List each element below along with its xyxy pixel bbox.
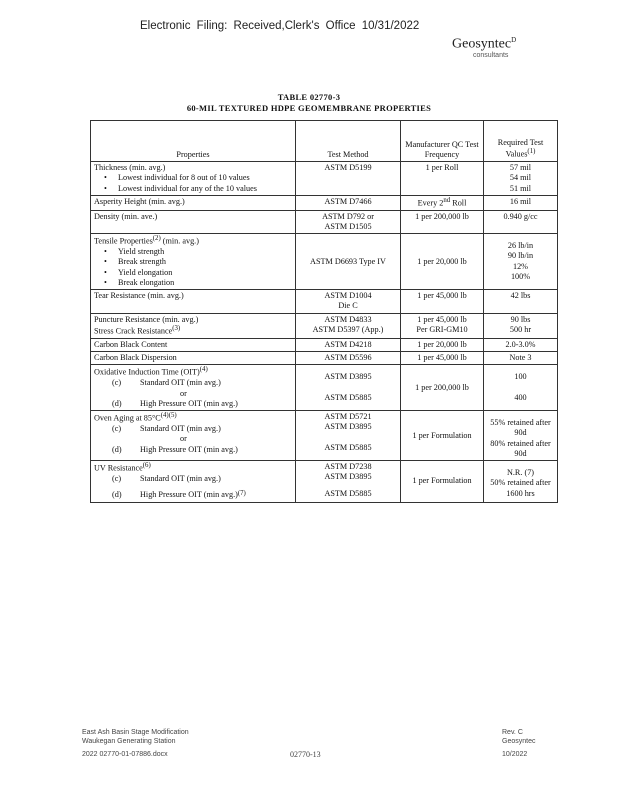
geomembrane-properties-table — [90, 120, 558, 503]
table-row-thickness — [91, 162, 558, 196]
tensile-frequency: 1 per 20,000 lb — [401, 234, 484, 290]
company-logo — [452, 36, 516, 59]
thickness-label: Thickness (min. avg.) — [94, 163, 166, 172]
tensile-label: Tensile Properties$^{(2)}$ (min. avg.) — [94, 235, 199, 246]
header-row — [91, 121, 558, 162]
cbd-value: Note 3 — [484, 352, 558, 365]
oit-frequency: 1 per 200,000 lb — [401, 365, 484, 411]
cbc-frequency: 1 per 20,000 lb — [401, 338, 484, 351]
header-required-values: Required Test Values$^{(1)}$ — [484, 121, 558, 162]
thickness-property — [91, 162, 296, 196]
density-frequency: 1 per 200,000 lb — [401, 210, 484, 234]
table-row-asperity — [91, 195, 558, 210]
tensile-item: • Break strength — [118, 257, 292, 267]
asperity-value: 16 mil — [484, 195, 558, 210]
thickness-values: 57 mil 54 mil 51 mil — [484, 162, 558, 196]
puncture-frequency: 1 per 45,000 lb Per GRI-GM10 — [401, 313, 484, 338]
oven-values: 55% retained after 90d 80% retained after 90d — [484, 411, 558, 461]
table-title — [0, 92, 618, 113]
tear-property: Tear Resistance (min. avg.) — [91, 290, 296, 314]
tensile-item: • Yield elongation — [118, 268, 292, 278]
logo-subtitle: consultants — [473, 51, 509, 59]
table-row-oven-aging — [91, 411, 558, 461]
table-row-oit — [91, 365, 558, 411]
tensile-method: ASTM D6693 Type IV — [296, 234, 401, 290]
table-row-uv-resistance — [91, 461, 558, 502]
tear-method: ASTM D1004 Die C — [296, 290, 401, 314]
header-properties: Properties — [91, 121, 296, 162]
oit-method: ASTM D3895 ASTM D5885 — [296, 365, 401, 411]
table-heading: 60-MIL TEXTURED HDPE GEOMEMBRANE PROPERTIES — [186, 103, 432, 113]
puncture-value: 90 lbs 500 hr — [484, 313, 558, 338]
oit-values: 100 400 — [484, 365, 558, 411]
electronic-filing-stamp: Electronic Filing: Received,Clerk's Office 10/31/2022 — [140, 20, 420, 32]
header-frequency: Manufacturer QC Test Frequency — [401, 121, 484, 162]
table-row-carbon-black-content — [91, 338, 558, 351]
uv-frequency: 1 per Formulation — [401, 461, 484, 502]
asperity-property: Asperity Height (min. avg.) — [91, 195, 296, 210]
puncture-property: Puncture Resistance (min. avg.) Stress Crack Resistance$^{(3)}$ — [91, 313, 296, 338]
thickness-bullet-2: • Lowest individual for any of the 10 values — [118, 184, 292, 194]
table-row-tensile — [91, 234, 558, 290]
oven-method: ASTM D5721 ASTM D3895 ASTM D5885 — [296, 411, 401, 461]
oven-property: Oven Aging at $85^\circ C^{(4)(5)}$ (c) Standard OIT (min avg.) or (d) High Pressure OIT (min avg.) — [91, 411, 296, 461]
table-number: TABLE 02770-3 — [277, 92, 341, 102]
uv-property: UV Resistance$^{(6)}$ (c) Standard OIT (min avg.) (d) High Pressure OIT (min avg.) (7) — [91, 461, 296, 502]
thickness-frequency: 1 per Roll — [401, 162, 484, 196]
cbd-property: Carbon Black Dispersion — [91, 352, 296, 365]
tensile-values: 26 lb/in 90 lb/in 12% 100% — [484, 234, 558, 290]
tensile-item: • Yield strength — [118, 247, 292, 257]
asperity-frequency: Every 2nd Roll — [401, 195, 484, 210]
tear-value: 42 lbs — [484, 290, 558, 314]
footer-right: Rev. C Geosyntec 10/2022 — [502, 729, 536, 758]
density-property: Density (min. ave.) — [91, 210, 296, 234]
uv-values: N.R. (7) 50% retained after 1600 hrs — [484, 461, 558, 502]
puncture-method: ASTM D4833 ASTM D5397 (App.) — [296, 313, 401, 338]
tensile-property — [91, 234, 296, 290]
table-row-density — [91, 210, 558, 234]
page-footer — [82, 728, 536, 759]
cbd-frequency: 1 per 45,000 lb — [401, 352, 484, 365]
header-test-method: Test Method — [296, 121, 401, 162]
oit-property: Oxidative Induction Time (OIT)$^{(4)}$ (c) Standard OIT (min avg.) or (d) High Pressure OIT (min avg.) — [91, 365, 296, 411]
uv-method: ASTM D7238 ASTM D3895 ASTM D5885 — [296, 461, 401, 502]
cbc-value: 2.0-3.0% — [484, 338, 558, 351]
thickness-bullet-1: • Lowest individual for 8 out of 10 values — [118, 173, 292, 183]
footer-left: East Ash Basin Stage Modification Waukegan Generating Station 2022 02770-01-07886.docx — [82, 729, 189, 758]
table-row-puncture — [91, 313, 558, 338]
tensile-item: • Break elongation — [118, 278, 292, 288]
density-method: ASTM D792 or ASTM D1505 — [296, 210, 401, 234]
cbc-property: Carbon Black Content — [91, 338, 296, 351]
thickness-method: ASTM D5199 — [296, 162, 401, 196]
table-row-tear — [91, 290, 558, 314]
table-row-carbon-black-dispersion — [91, 352, 558, 365]
density-value: 0.940 g/cc — [484, 210, 558, 234]
cbc-method: ASTM D4218 — [296, 338, 401, 351]
page-number: 02770-13 — [290, 750, 321, 759]
cbd-method: ASTM D5596 — [296, 352, 401, 365]
logo-name: Geosyntec$^D$ — [452, 36, 517, 52]
tear-frequency: 1 per 45,000 lb — [401, 290, 484, 314]
oven-frequency: 1 per Formulation — [401, 411, 484, 461]
asperity-method: ASTM D7466 — [296, 195, 401, 210]
